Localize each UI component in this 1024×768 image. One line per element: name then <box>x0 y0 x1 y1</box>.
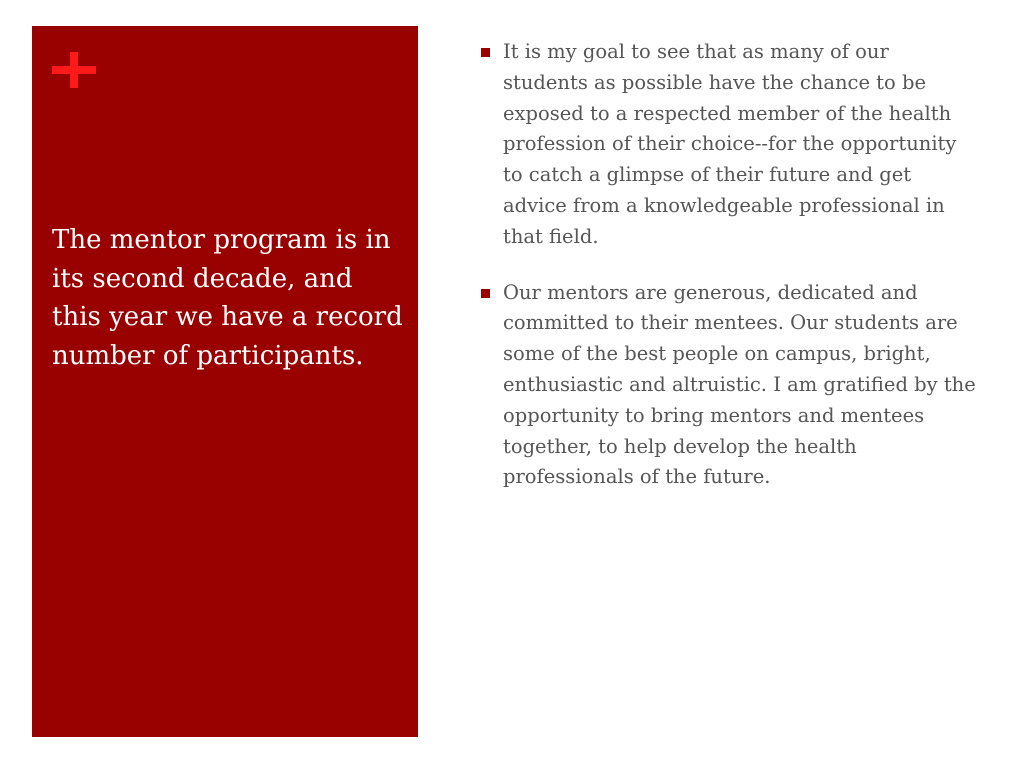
square-bullet-icon <box>481 48 490 57</box>
bullet-text: Our mentors are generous, dedicated and committed to their mentees. Our students are some of the best people on campus, bright, enthusiastic and altruistic. I am gratified by the opportunity to bring mentors and mentees together, to help develop the health professionals of the future. <box>503 280 976 489</box>
bullet-list <box>478 37 978 518</box>
slide-title: The mentor program is in its second decade, and this year we have a record number of participants. <box>52 225 403 371</box>
bullet-item <box>478 37 978 253</box>
title-panel <box>32 26 418 737</box>
plus-icon <box>52 52 96 88</box>
bullet-text: It is my goal to see that as many of our students as possible have the chance to be exposed to a respected member of the health profession of their choice--for the opportunity to catch a glimpse of their future and get advice from a knowledgeable professional in that field. <box>503 40 957 248</box>
square-bullet-icon <box>481 289 490 298</box>
bullet-item <box>478 278 978 494</box>
